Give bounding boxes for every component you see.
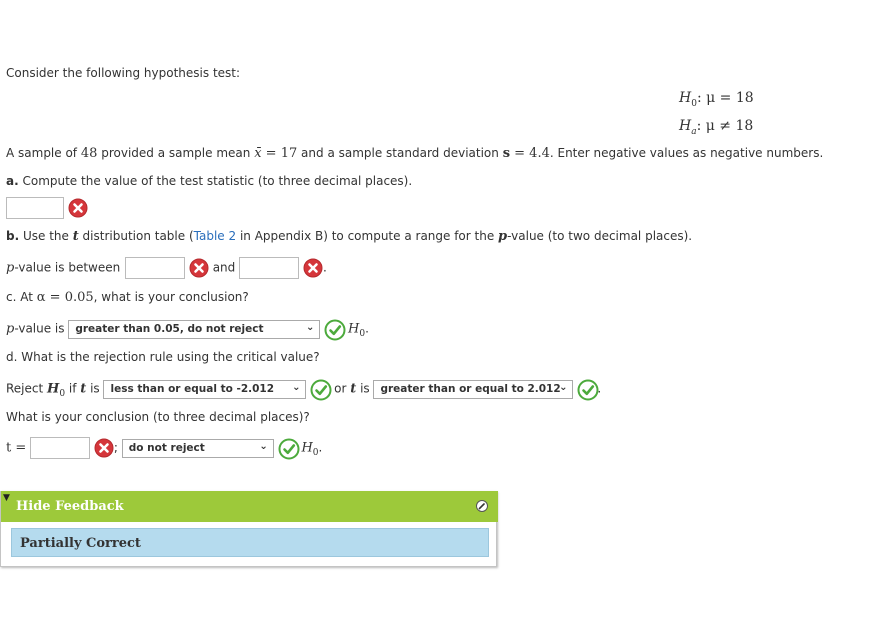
chevron-down-icon: ⌄: [292, 381, 301, 393]
conclusion-dropdown[interactable]: greater than 0.05, do not reject ⌄: [68, 320, 320, 339]
table-2-link[interactable]: Table 2: [193, 229, 237, 243]
conclusion-row: t = ; do not reject ⌄ $H_0$.: [6, 437, 322, 459]
feedback-status-box: [11, 528, 489, 557]
chevron-down-icon: ⌄: [259, 440, 268, 452]
null-hypothesis: $H_0$: μ = 18: [679, 90, 754, 109]
hide-feedback-toggle[interactable]: Hide Feedback: [16, 499, 124, 514]
correct-icon: [278, 438, 298, 458]
correct-icon: [310, 379, 330, 399]
chevron-down-icon: ⌄: [559, 381, 568, 393]
status-text: Partially Correct: [20, 536, 141, 551]
incorrect-icon: [189, 258, 209, 278]
incorrect-icon: [94, 438, 114, 458]
correct-icon: [324, 319, 344, 339]
triangle-down-icon: ▼: [3, 493, 10, 503]
upper-rejection-dropdown[interactable]: greater than or equal to 2.012 ⌄: [373, 380, 573, 399]
part-a-question: a. Compute the value of the test statistic (to three decimal places).: [6, 174, 413, 188]
problem-statement: A sample of 48 provided a sample mean x̄ = 17 and a sample standard deviation s = 4.4. Enter negative values as negative numbers.: [6, 146, 824, 161]
lower-rejection-dropdown[interactable]: less than or equal to -2.012 ⌄: [103, 380, 306, 399]
feedback-header[interactable]: [1, 491, 498, 522]
intro-text: Consider the following hypothesis test:: [6, 66, 241, 80]
pencil-icon[interactable]: [476, 500, 488, 512]
part-a-answer-row: [6, 197, 88, 219]
final-conclusion-dropdown[interactable]: do not reject ⌄: [122, 439, 274, 458]
chevron-down-icon: ⌄: [305, 321, 315, 333]
alternative-hypothesis: $H_a$: μ ≠ 18: [679, 118, 754, 137]
rejection-rule-row: Reject $H_0$ if t is less than or equal to -2.012 ⌄ or t is greater than or equal to 2.012 ⌄ .: [6, 379, 601, 399]
test-statistic-input[interactable]: [6, 197, 64, 219]
incorrect-icon: [68, 198, 88, 218]
feedback-panel: [0, 491, 497, 567]
part-b-question: b. Use the t distribution table (Table 2 in Appendix B) to compute a range for the p-value (to two decimal places).: [6, 229, 693, 244]
t-statistic-input[interactable]: [30, 437, 90, 459]
part-b-answer-row: p-value is between and .: [6, 257, 327, 279]
p-value-upper-input[interactable]: [239, 257, 299, 279]
part-c-question: c. At α = 0.05, what is your conclusion?: [6, 290, 249, 305]
incorrect-icon: [303, 258, 323, 278]
correct-icon: [577, 379, 597, 399]
p-value-lower-input[interactable]: [125, 257, 185, 279]
conclusion-question: What is your conclusion (to three decimal places)?: [6, 410, 310, 424]
part-c-answer-row: p-value is greater than 0.05, do not reject ⌄ $H_0$.: [6, 319, 369, 339]
part-d-question: d. What is the rejection rule using the critical value?: [6, 350, 320, 364]
